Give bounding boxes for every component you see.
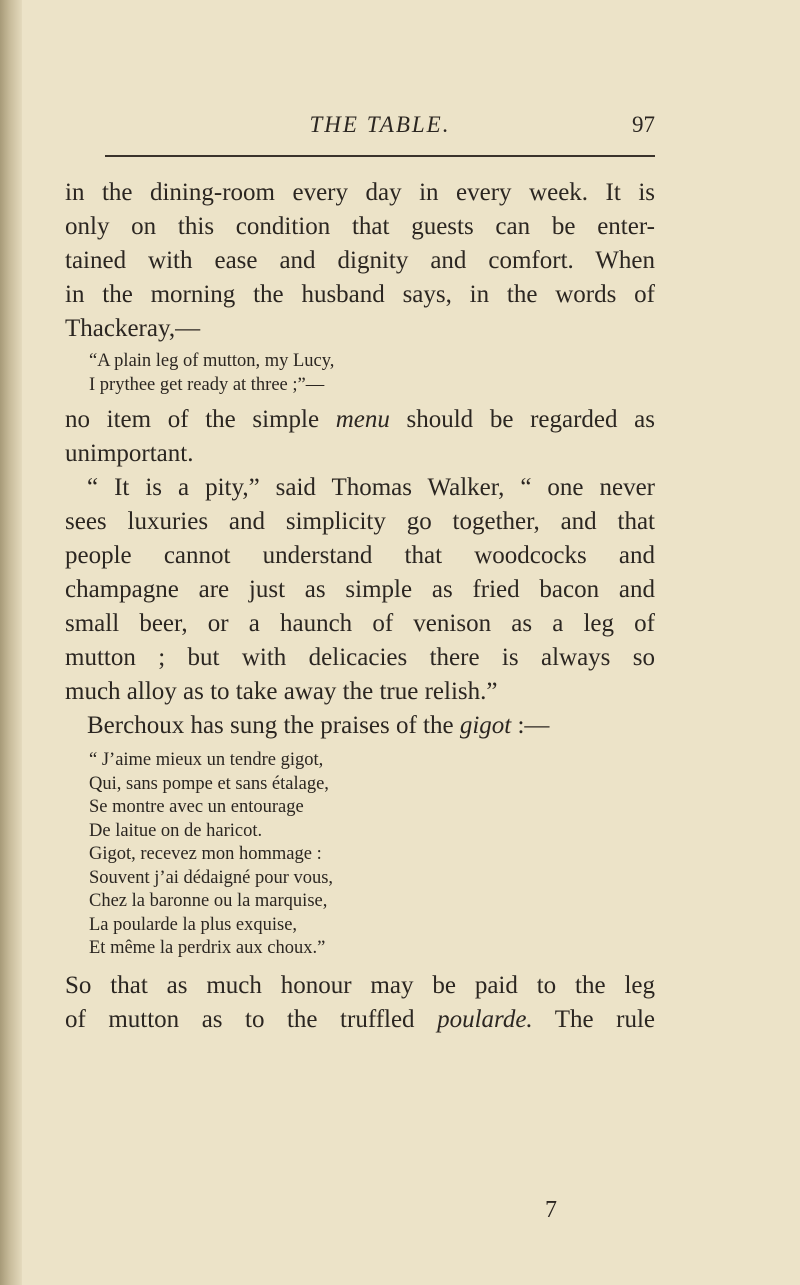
text-line: people cannot understand that woodcocks and: [65, 542, 655, 569]
text-line: [65, 403, 655, 437]
text-span: Berchoux has sung the praises of the: [87, 712, 460, 739]
text-line: “ It is a pity,” said Thomas Walker, “ one never: [87, 474, 655, 501]
verse-quote-berchoux: [65, 749, 655, 961]
header-rule: [105, 155, 655, 157]
text-line: in the morning the husband says, in the words of: [65, 281, 655, 308]
text-line: only on this condition that guests can be enter-: [65, 213, 655, 240]
text-line: [65, 1003, 655, 1037]
text-span: of mutton as to the truffled: [65, 1005, 438, 1033]
text-line: much alloy as to take away the true relish.”: [65, 678, 498, 705]
verse-line: Gigot, recevez mon hommage :: [89, 844, 322, 864]
text-span: should be regarded as: [389, 406, 655, 433]
page-number: 97: [632, 112, 655, 137]
italic-word: gigot: [459, 712, 512, 739]
text-span: The rule: [532, 1005, 655, 1033]
verse-line: “ J’aime mieux un tendre gigot,: [89, 750, 324, 770]
verse-line: Qui, sans pompe et sans étalage,: [89, 773, 329, 794]
text-span: no item of the simple: [65, 406, 336, 433]
verse-line: I prythee get ready at three ;”—: [89, 374, 325, 395]
text-line: mutton ; but with delicacies there is always so: [65, 644, 655, 671]
verse-line: Se montre avec un entourage: [89, 797, 304, 817]
page-edge-shadow: [0, 0, 22, 1285]
verse-line: Souvent j’ai dédaigné pour vous,: [89, 867, 334, 888]
verse-line: Et même la perdrix aux choux.”: [89, 938, 326, 958]
signature-mark: 7: [545, 1197, 557, 1223]
italic-word: menu: [335, 406, 390, 433]
page-header: [105, 112, 655, 152]
text-span: :—: [511, 712, 550, 739]
verse-line: Chez la baronne ou la marquise,: [89, 891, 328, 911]
text-line: sees luxuries and simplicity go together, and that: [65, 508, 655, 535]
text-line: So that as much honour may be paid to the leg: [65, 971, 655, 999]
italic-word: poularde.: [437, 1005, 533, 1033]
text-line: Thackeray,—: [65, 315, 201, 342]
text-line: small beer, or a haunch of venison as a leg of: [65, 610, 655, 637]
verse-line: “A plain leg of mutton, my Lucy,: [89, 351, 335, 371]
verse-line: De laitue on de haricot.: [89, 820, 263, 841]
text-line: champagne are just as simple as fried bacon and: [65, 576, 655, 603]
text-line: tained with ease and dignity and comfort. When: [65, 247, 655, 274]
body-text: [65, 176, 655, 1037]
verse-quote-thackeray: [65, 350, 655, 397]
text-line: unimportant.: [65, 440, 194, 467]
verse-line: La poularde la plus exquise,: [89, 914, 298, 935]
text-line: [65, 709, 655, 743]
running-head: THE TABLE.: [309, 112, 451, 137]
text-line: in the dining-room every day in every week. It is: [65, 179, 655, 206]
